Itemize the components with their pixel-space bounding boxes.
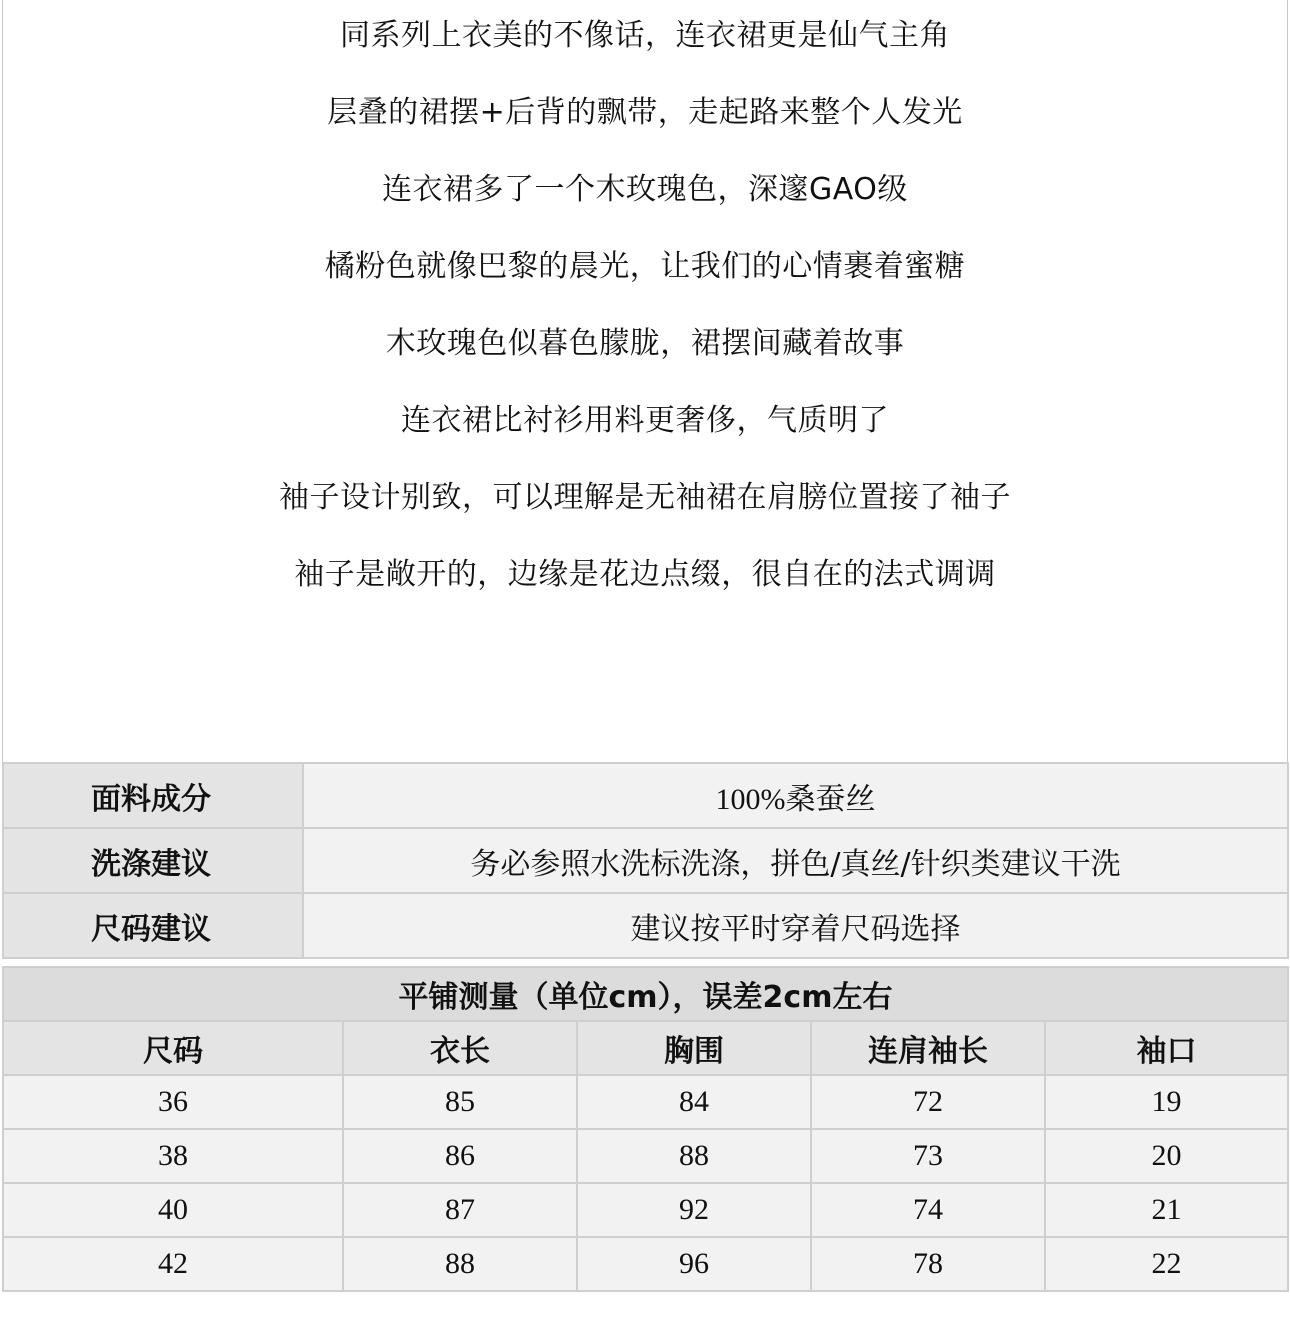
size-chart-header-row <box>3 1021 1288 1075</box>
sleeve-cell: 72 <box>811 1075 1045 1129</box>
description-line: 橘粉色就像巴黎的晨光，让我们的心情裹着蜜糖 <box>324 249 966 284</box>
table-row <box>3 1075 1288 1129</box>
sleeve-cell: 74 <box>811 1183 1045 1237</box>
cuff-cell: 19 <box>1045 1075 1288 1129</box>
washing-value: 务必参照水洗标洗涤，拼色/真丝/针织类建议干洗 <box>303 828 1288 893</box>
cuff-cell: 22 <box>1045 1237 1288 1291</box>
size-advice-label: 尺码建议 <box>3 893 303 958</box>
description-line: 连衣裙多了一个木玫瑰色，深邃GAO级 <box>382 172 908 207</box>
description-line: 木玫瑰色似暮色朦胧，裙摆间藏着故事 <box>385 326 905 361</box>
description-line: 连衣裙比衬衫用料更奢侈，气质明了 <box>401 403 889 438</box>
size-cell: 38 <box>3 1129 343 1183</box>
size-advice-value: 建议按平时穿着尺码选择 <box>303 893 1288 958</box>
size-cell: 36 <box>3 1075 343 1129</box>
table-row <box>3 1237 1288 1291</box>
cuff-cell: 21 <box>1045 1183 1288 1237</box>
cuff-cell: 20 <box>1045 1129 1288 1183</box>
info-row-washing <box>3 828 1288 893</box>
length-cell: 85 <box>343 1075 577 1129</box>
size-cell: 42 <box>3 1237 343 1291</box>
header-sleeve-length: 连肩袖长 <box>811 1021 1045 1075</box>
size-chart-table <box>2 966 1289 1292</box>
length-cell: 86 <box>343 1129 577 1183</box>
length-cell: 87 <box>343 1183 577 1237</box>
header-size: 尺码 <box>3 1021 343 1075</box>
bust-cell: 92 <box>577 1183 811 1237</box>
description-line: 袖子是敞开的，边缘是花边点缀，很自在的法式调调 <box>294 557 996 592</box>
bust-cell: 88 <box>577 1129 811 1183</box>
fabric-label: 面料成分 <box>3 763 303 828</box>
description-line: 同系列上衣美的不像话，连衣裙更是仙气主角 <box>340 18 950 53</box>
length-cell: 88 <box>343 1237 577 1291</box>
bust-cell: 84 <box>577 1075 811 1129</box>
table-row <box>3 1129 1288 1183</box>
header-bust: 胸围 <box>577 1021 811 1075</box>
header-length: 衣长 <box>343 1021 577 1075</box>
sleeve-cell: 78 <box>811 1237 1045 1291</box>
header-cuff: 袖口 <box>1045 1021 1288 1075</box>
washing-label: 洗涤建议 <box>3 828 303 893</box>
size-chart-caption: 平铺测量（单位cm），误差2cm左右 <box>3 967 1288 1021</box>
product-info-table <box>2 762 1289 959</box>
fabric-value: 100%桑蚕丝 <box>303 763 1288 828</box>
sleeve-cell: 73 <box>811 1129 1045 1183</box>
info-row-fabric <box>3 763 1288 828</box>
info-row-size-advice <box>3 893 1288 958</box>
size-cell: 40 <box>3 1183 343 1237</box>
table-row <box>3 1183 1288 1237</box>
bust-cell: 96 <box>577 1237 811 1291</box>
description-line: 袖子设计别致，可以理解是无袖裙在肩膀位置接了袖子 <box>279 480 1011 515</box>
description-line: 层叠的裙摆+后背的飘带，走起路来整个人发光 <box>327 95 963 130</box>
